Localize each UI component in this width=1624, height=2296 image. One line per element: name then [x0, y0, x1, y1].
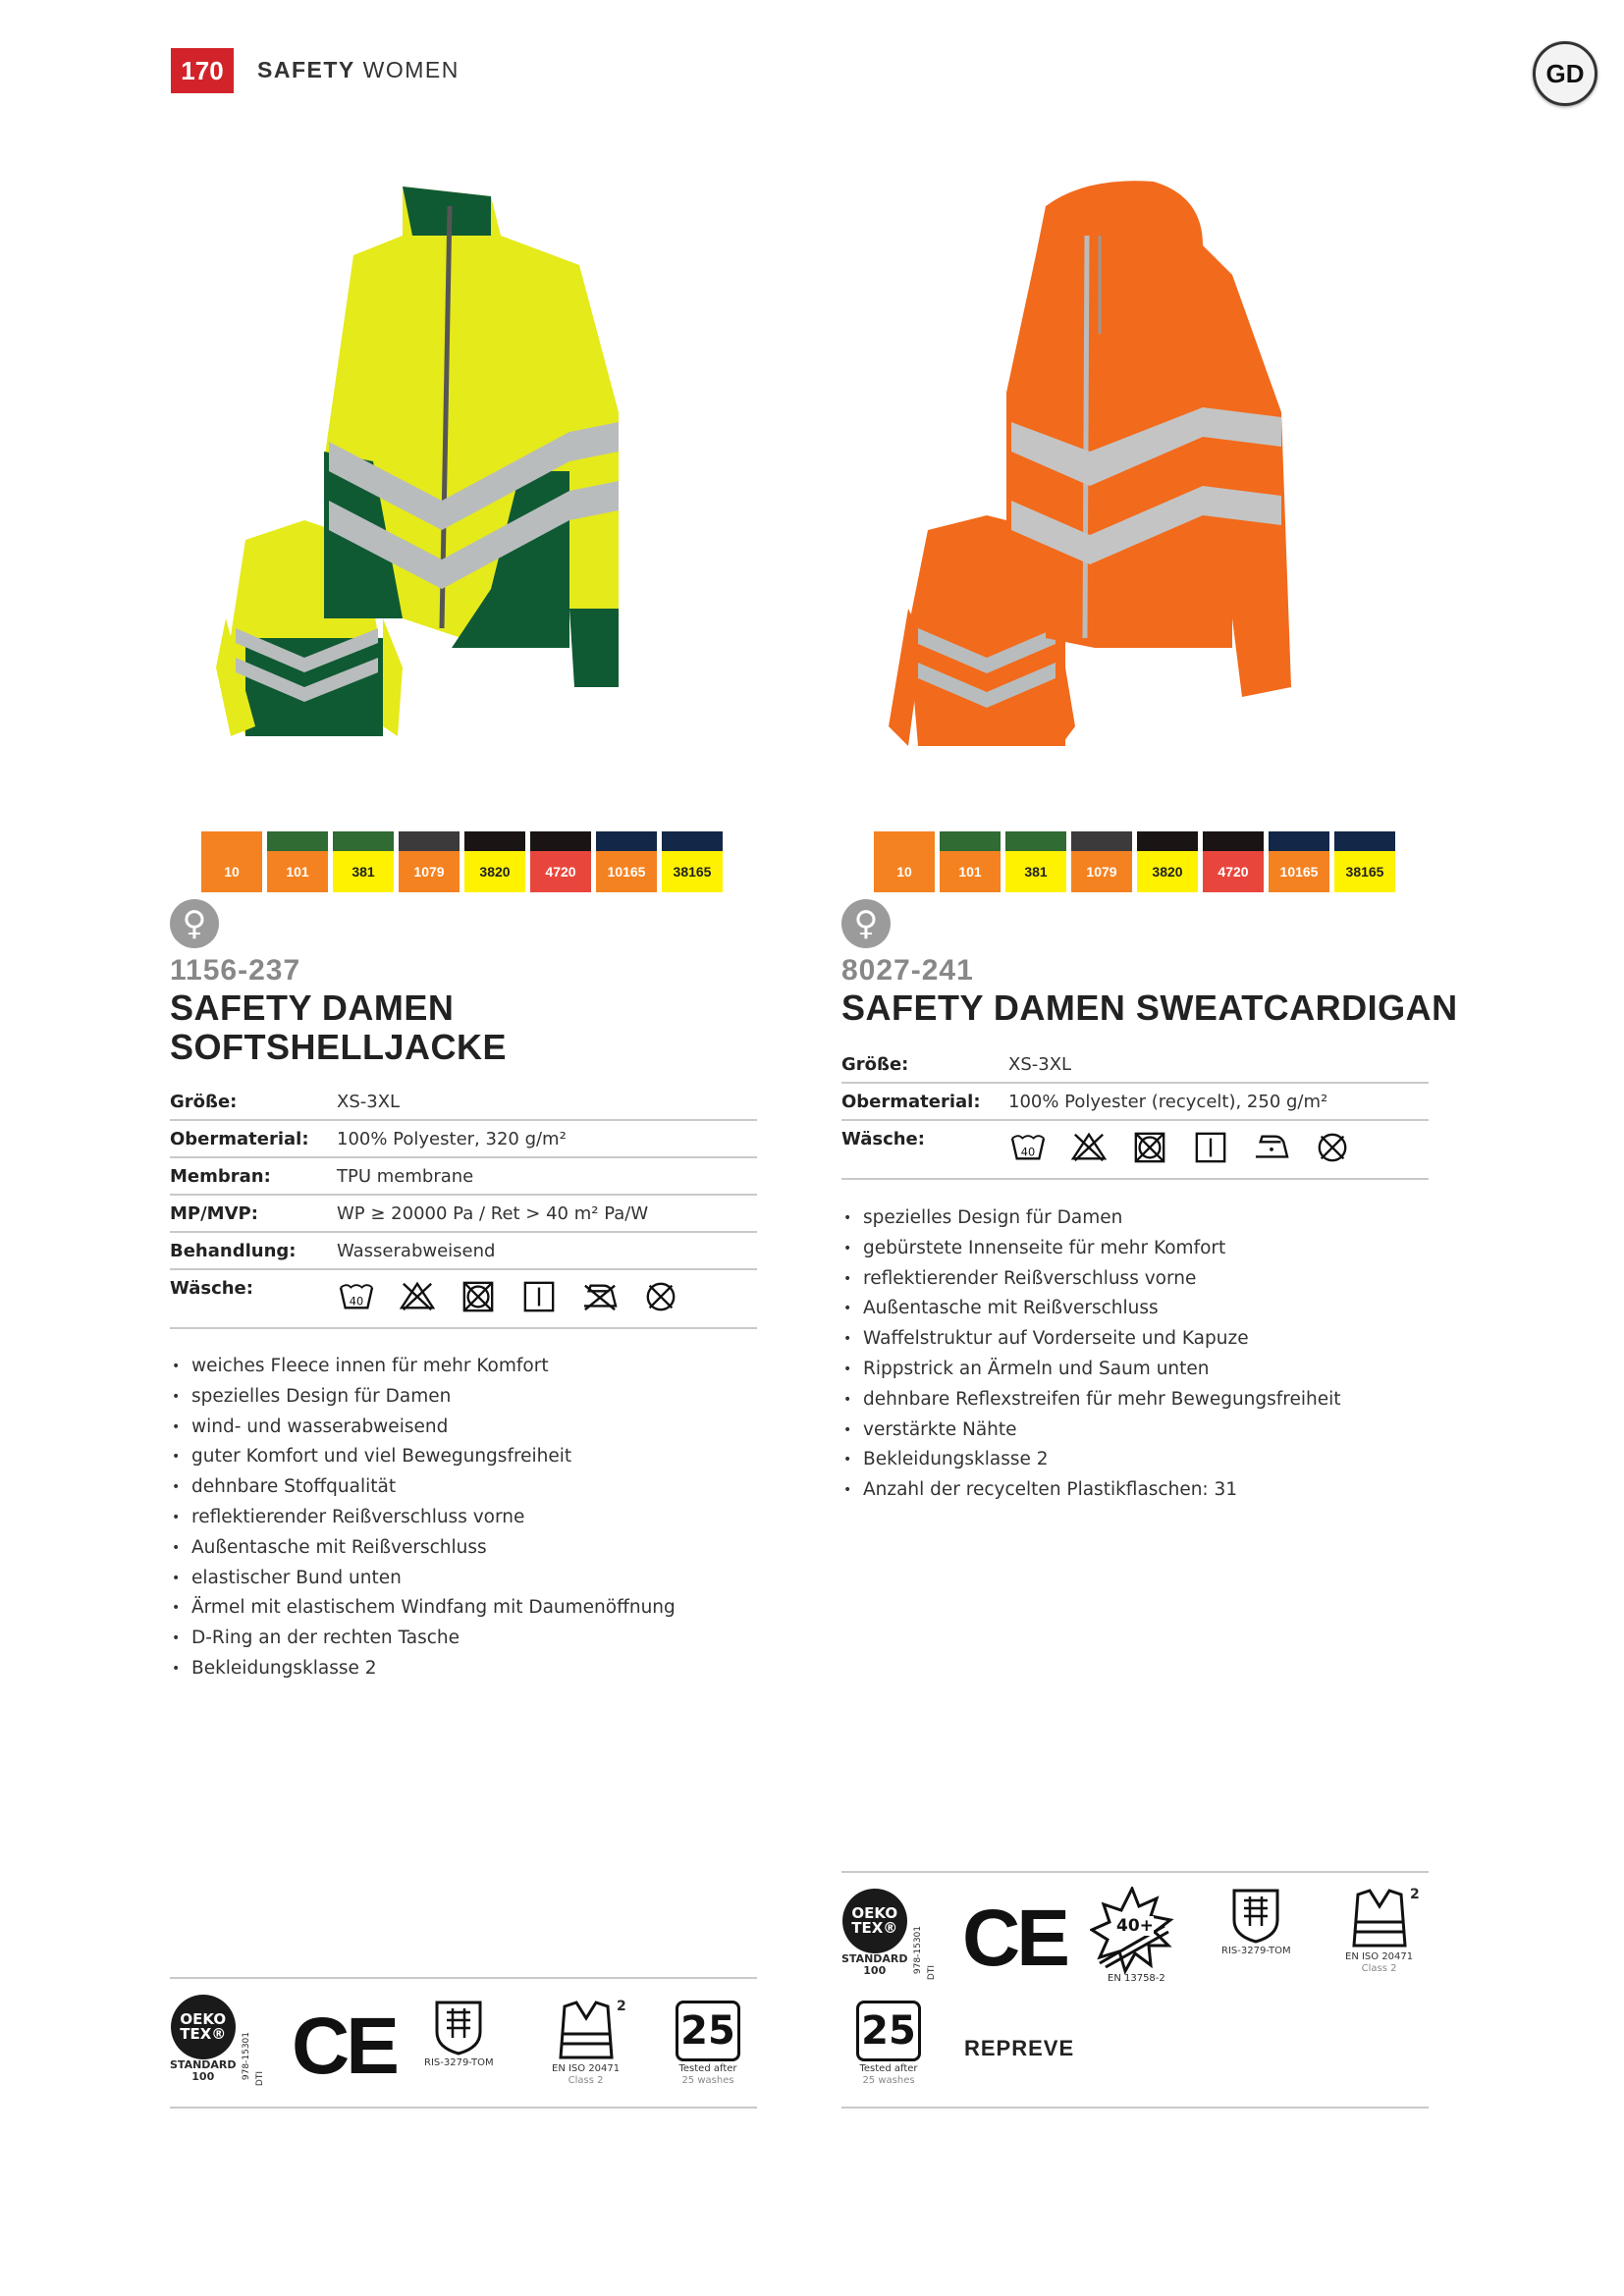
wash-icons	[1008, 1131, 1429, 1164]
divider	[841, 1871, 1429, 1873]
feature-item: • Bekleidungsklasse 2	[172, 1654, 676, 1684]
oeko-tex-badge: OEKO TEX® STANDARD 100	[170, 1995, 237, 2083]
color-swatch-10	[201, 831, 262, 892]
feature-item: • reflektierender Reißverschluss vorne	[172, 1503, 676, 1533]
color-swatches-right	[874, 831, 1395, 892]
oeko-tex-badge: OEKO TEX® STANDARD 100	[841, 1889, 908, 1977]
color-swatch-3820	[1137, 831, 1198, 892]
uv-value: 40+	[1116, 1916, 1154, 1936]
swatch-code: 1079	[1071, 851, 1132, 892]
feature-list	[172, 1352, 676, 1684]
spec-row: Membran: TPU membrane	[170, 1158, 757, 1196]
swatch-code: 381	[333, 851, 394, 892]
color-swatch-10165	[1269, 831, 1329, 892]
swatch-code: 10	[874, 851, 935, 892]
divider	[841, 2107, 1429, 2109]
oeko-number: 978-15301	[242, 2032, 251, 2081]
feature-item: • dehnbare Reflexstreifen für mehr Bewegungsfreiheit	[843, 1385, 1341, 1415]
spec-row: Obermaterial: 100% Polyester, 320 g/m²	[170, 1121, 757, 1158]
line-dry-icon	[1191, 1131, 1230, 1164]
no-tumble-dry-icon	[1130, 1131, 1169, 1164]
feature-item: • spezielles Design für Damen	[843, 1203, 1341, 1234]
svg-text:40: 40	[349, 1294, 364, 1308]
color-swatch-10165	[596, 831, 657, 892]
feature-item: • gebürstete Innenseite für mehr Komfort	[843, 1234, 1341, 1264]
female-icon: ♀	[841, 899, 891, 948]
spec-row-wash: Wäsche: 40	[170, 1270, 757, 1329]
feature-item: • weiches Fleece innen für mehr Komfort	[172, 1352, 676, 1382]
tested-25-badge: 25 Tested after 25 washes	[676, 2001, 740, 2087]
swatch-code: 3820	[1137, 851, 1198, 892]
feature-item: • Anzahl der recycelten Plastikflaschen: 31	[843, 1475, 1341, 1506]
en13758-label: EN 13758-2	[1108, 1973, 1165, 1984]
no-dry-clean-icon	[641, 1280, 680, 1313]
product-title: SAFETY DAMEN SWEATCARDIGAN	[841, 988, 1458, 1028]
product-title: SAFETY DAMEN SOFTSHELLJACKE	[170, 988, 508, 1067]
feature-item: • Außentasche mit Reißverschluss	[843, 1294, 1341, 1324]
line-dry-icon	[519, 1280, 559, 1313]
swatch-code: 38165	[1334, 851, 1395, 892]
swatch-code: 10165	[1269, 851, 1329, 892]
feature-item: • Außentasche mit Reißverschluss	[172, 1533, 676, 1564]
product-image-softshell	[206, 177, 638, 746]
page-number: 170	[171, 48, 234, 93]
oeko-dti: DTI	[255, 2071, 265, 2087]
wash-40-icon	[1008, 1131, 1048, 1164]
oeko-number: 978-15301	[913, 1926, 923, 1975]
en20471-badge: EN ISO 20471 Class 2	[1345, 1887, 1413, 1975]
color-swatch-381	[1005, 831, 1066, 892]
feature-item: • Bekleidungsklasse 2	[843, 1445, 1341, 1475]
spec-row: Behandlung: Wasserabweisend	[170, 1233, 757, 1270]
ris-badge: RIS-3279-TOM	[1221, 1887, 1291, 1957]
feature-list	[843, 1203, 1341, 1506]
divider	[170, 1977, 757, 1979]
feature-item: • Ärmel mit elastischem Windfang mit Daumenöffnung	[172, 1593, 676, 1624]
no-dry-clean-icon	[1313, 1131, 1352, 1164]
swatch-code: 10165	[596, 851, 657, 892]
color-swatches-left	[201, 831, 723, 892]
spec-row: Größe: XS-3XL	[170, 1084, 757, 1121]
feature-item: • guter Komfort und viel Bewegungsfreiheit	[172, 1442, 676, 1472]
oeko-dti: DTI	[927, 1965, 937, 1981]
wash-40-icon	[337, 1280, 376, 1313]
shield-icon	[433, 1999, 484, 2056]
no-tumble-dry-icon	[459, 1280, 498, 1313]
feature-item: • dehnbare Stoffqualität	[172, 1472, 676, 1503]
color-swatch-38165	[1334, 831, 1395, 892]
color-swatch-1079	[399, 831, 460, 892]
female-icon: ♀	[170, 899, 219, 948]
spec-table	[841, 1046, 1429, 1180]
ce-mark: CE	[962, 1894, 1066, 1983]
feature-item: • verstärkte Nähte	[843, 1415, 1341, 1446]
no-bleach-icon	[1069, 1131, 1109, 1164]
feature-item: • reflektierender Reißverschluss vorne	[843, 1264, 1341, 1295]
swatch-code: 4720	[1203, 851, 1264, 892]
swatch-code: 38165	[662, 851, 723, 892]
brand-logo: GD	[1533, 41, 1597, 106]
swatch-code: 101	[267, 851, 328, 892]
spec-row: Größe: XS-3XL	[841, 1046, 1429, 1084]
vest-icon	[555, 1999, 618, 2061]
repreve-logo: REPREVE	[964, 2036, 1075, 2060]
feature-item: • elastischer Bund unten	[172, 1564, 676, 1594]
spec-row-wash: Wäsche: 40	[841, 1121, 1429, 1180]
no-iron-icon	[580, 1280, 620, 1313]
swatch-code: 381	[1005, 851, 1066, 892]
class-superscript: 2	[617, 1999, 626, 2014]
feature-item: • D-Ring an der rechten Tasche	[172, 1624, 676, 1654]
wash-icons	[337, 1280, 757, 1313]
ce-mark: CE	[292, 2002, 396, 2091]
feature-item: • Waffelstruktur auf Vorderseite und Kapuze	[843, 1324, 1341, 1355]
color-swatch-38165	[662, 831, 723, 892]
spec-table	[170, 1084, 757, 1329]
color-swatch-4720	[1203, 831, 1264, 892]
color-swatch-4720	[530, 831, 591, 892]
divider	[170, 2107, 757, 2109]
iron-low-icon	[1252, 1131, 1291, 1164]
shield-icon	[1230, 1887, 1281, 1944]
svg-text:40: 40	[1020, 1145, 1036, 1159]
feature-item: • wind- und wasserabweisend	[172, 1413, 676, 1443]
tested-25-badge: 25 Tested after 25 washes	[856, 2001, 921, 2087]
section-title: SAFETY WOMEN	[257, 57, 460, 82]
spec-row: MP/MVP: WP ≥ 20000 Pa / Ret > 40 m² Pa/W	[170, 1196, 757, 1233]
color-swatch-1079	[1071, 831, 1132, 892]
swatch-code: 3820	[464, 851, 525, 892]
color-swatch-101	[267, 831, 328, 892]
spec-row: Obermaterial: 100% Polyester (recycelt), 250 g/m²	[841, 1084, 1429, 1121]
article-number: 1156-237	[170, 954, 301, 987]
en20471-badge: EN ISO 20471 Class 2	[552, 1999, 620, 2087]
no-bleach-icon	[398, 1280, 437, 1313]
color-swatch-10	[874, 831, 935, 892]
swatch-code: 101	[940, 851, 1001, 892]
product-image-sweatcardigan	[879, 177, 1311, 746]
feature-item: • spezielles Design für Damen	[172, 1382, 676, 1413]
article-number: 8027-241	[841, 954, 974, 987]
ris-badge: RIS-3279-TOM	[424, 1999, 494, 2069]
color-swatch-3820	[464, 831, 525, 892]
color-swatch-101	[940, 831, 1001, 892]
color-swatch-381	[333, 831, 394, 892]
feature-item: • Rippstrick an Ärmeln und Saum unten	[843, 1355, 1341, 1385]
swatch-code: 4720	[530, 851, 591, 892]
class-superscript: 2	[1410, 1887, 1420, 1902]
swatch-code: 10	[201, 851, 262, 892]
swatch-code: 1079	[399, 851, 460, 892]
vest-icon	[1348, 1887, 1411, 1949]
